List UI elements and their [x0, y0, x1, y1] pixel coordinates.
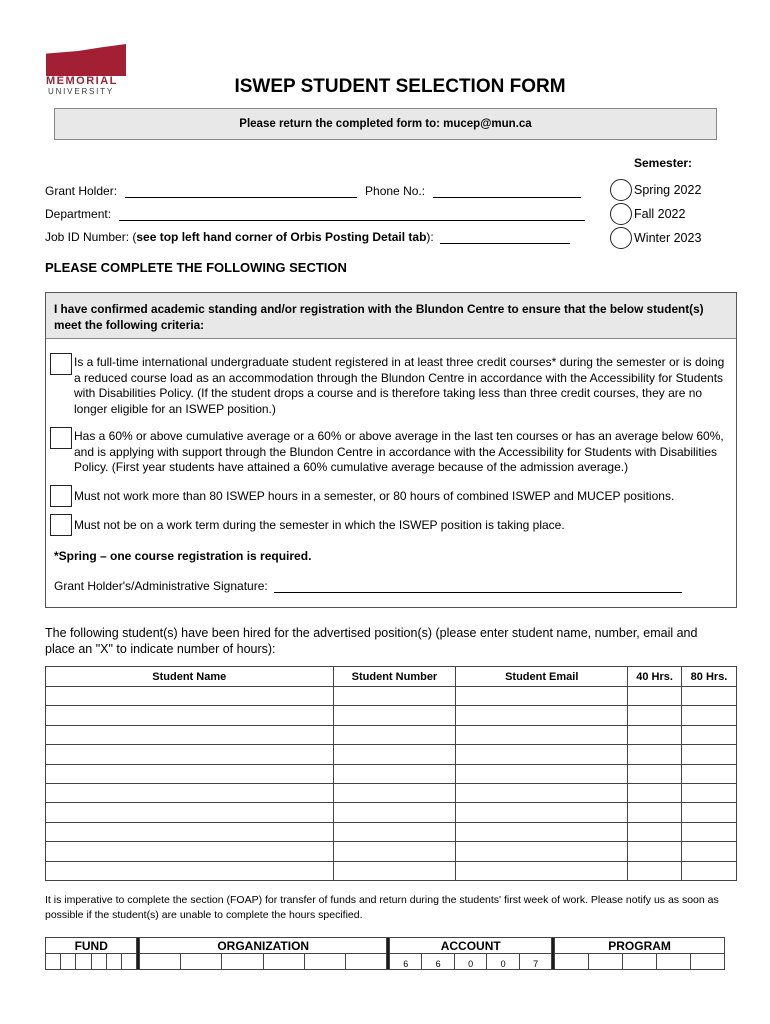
student-email-cell[interactable]	[456, 861, 628, 880]
radio-circle-icon[interactable]	[610, 227, 632, 249]
semester-option-spring[interactable]	[610, 179, 701, 201]
department-field[interactable]	[119, 207, 585, 221]
grant-holder-field[interactable]	[125, 184, 357, 198]
account-digit-cell: 0	[487, 954, 519, 970]
hours-80-cell[interactable]	[682, 842, 737, 861]
job-id-suffix: ):	[426, 230, 434, 244]
student-name-cell[interactable]	[46, 706, 334, 725]
job-id-hint: see top left hand corner of Orbis Posting Detail tab	[136, 230, 427, 244]
return-notice: Please return the completed form to: mucep@mun.ca	[54, 108, 717, 140]
program-digit-cell[interactable]	[690, 954, 724, 970]
checkbox[interactable]	[50, 485, 72, 507]
table-row	[46, 842, 737, 861]
hours-80-cell[interactable]	[682, 822, 737, 841]
org-digit-cell[interactable]	[140, 954, 181, 970]
semester-option-label: Fall 2022	[634, 207, 686, 221]
student-email-cell[interactable]	[456, 745, 628, 764]
student-name-cell[interactable]	[46, 745, 334, 764]
hours-80-cell[interactable]	[682, 687, 737, 706]
table-row	[46, 706, 737, 725]
table-row	[46, 822, 737, 841]
student-name-cell[interactable]	[46, 822, 334, 841]
criterion-text: Is a full-time international undergraduate student registered in at least three credit courses* during the semester or is doing a reduced course load as an accommodation through the Blundon Centre in accordance with the Accessibility for Students with Disabilities Policy. (If the student drops a course and is therefore taking less than three credit courses, they are no longer eligible for an ISWEP position.)	[74, 355, 725, 416]
fund-digit-cell[interactable]	[122, 954, 137, 970]
hours-80-cell[interactable]	[682, 745, 737, 764]
hired-instructions: The following student(s) have been hired for the advertised position(s) (please enter student name, number, email and place an "X" to indicate number of hours):	[45, 626, 698, 656]
column-header-name: Student Name	[46, 667, 334, 687]
table-row	[46, 783, 737, 802]
criteria-heading: I have confirmed academic standing and/or registration with the Blundon Centre to ensure that the below student(s) meet the following criteria:	[46, 293, 736, 339]
column-header-40hrs: 40 Hrs.	[628, 667, 682, 687]
fund-digit-cell[interactable]	[106, 954, 121, 970]
account-digit-cell: 7	[519, 954, 552, 970]
students-table	[45, 666, 737, 881]
section-heading: PLEASE COMPLETE THE FOLLOWING SECTION	[45, 260, 347, 275]
student-name-cell[interactable]	[46, 783, 334, 802]
foap-account-header: ACCOUNT	[389, 938, 552, 954]
student-name-cell[interactable]	[46, 803, 334, 822]
student-name-cell[interactable]	[46, 725, 334, 744]
table-row	[46, 725, 737, 744]
table-row	[46, 861, 737, 880]
checkbox[interactable]	[50, 353, 72, 375]
grant-holder-label: Grant Holder:	[45, 184, 118, 198]
student-email-cell[interactable]	[456, 725, 628, 744]
student-email-cell[interactable]	[456, 803, 628, 822]
hours-40-cell[interactable]	[628, 842, 682, 861]
checkbox[interactable]	[50, 514, 72, 536]
logo-word-memorial: MEMORIAL	[46, 75, 118, 87]
hours-40-cell[interactable]	[628, 764, 682, 783]
checkbox[interactable]	[50, 427, 72, 449]
org-digit-cell[interactable]	[222, 954, 263, 970]
hours-40-cell[interactable]	[628, 783, 682, 802]
semester-option-fall[interactable]	[610, 203, 685, 225]
student-name-cell[interactable]	[46, 842, 334, 861]
fund-digit-cell[interactable]	[91, 954, 106, 970]
hours-80-cell[interactable]	[682, 783, 737, 802]
table-row	[46, 745, 737, 764]
student-number-cell[interactable]	[333, 783, 456, 802]
criterion-text: Must not be on a work term during the semester in which the ISWEP position is taking place.	[74, 518, 565, 532]
department-row	[45, 207, 585, 221]
student-email-cell[interactable]	[456, 764, 628, 783]
column-header-80hrs: 80 Hrs.	[682, 667, 737, 687]
foap-fund-header: FUND	[46, 938, 137, 954]
fund-digit-cell[interactable]	[76, 954, 91, 970]
student-email-cell[interactable]	[456, 687, 628, 706]
criterion-text: Must not work more than 80 ISWEP hours in a semester, or 80 hours of combined ISWEP and MUCEP positions.	[74, 489, 675, 503]
column-header-number: Student Number	[333, 667, 456, 687]
student-email-cell[interactable]	[456, 783, 628, 802]
criteria-box	[45, 292, 737, 608]
logo-shape-icon	[46, 44, 126, 76]
student-number-cell[interactable]	[333, 745, 456, 764]
signature-field[interactable]	[274, 579, 682, 593]
student-name-cell[interactable]	[46, 764, 334, 783]
foap-input-row	[46, 954, 725, 970]
signature-row	[54, 579, 682, 593]
student-email-cell[interactable]	[456, 842, 628, 861]
foap-instructions: It is imperative to complete the section (FOAP) for transfer of funds and return during the students' first week of work. Please notify us as soon as possible if the student(s) are unable to complete the hours specified.	[45, 894, 719, 921]
hours-40-cell[interactable]	[628, 822, 682, 841]
phone-field[interactable]	[433, 184, 581, 198]
semester-option-label: Winter 2023	[634, 231, 702, 245]
account-digit-cell: 6	[389, 954, 421, 970]
org-digit-cell[interactable]	[181, 954, 222, 970]
student-number-cell[interactable]	[333, 822, 456, 841]
semester-option-winter[interactable]	[610, 227, 701, 249]
student-email-cell[interactable]	[456, 822, 628, 841]
radio-circle-icon[interactable]	[610, 179, 632, 201]
student-number-cell[interactable]	[333, 764, 456, 783]
program-digit-cell[interactable]	[623, 954, 657, 970]
foap-table	[45, 937, 725, 970]
job-id-field[interactable]	[440, 230, 570, 244]
phone-label: Phone No.:	[365, 184, 426, 198]
criterion-text: Has a 60% or above cumulative average or a 60% or above average in the last ten courses or has an average below 60%, and is applying with support through the Blundon Centre in accordance with the Accessibility for Students with Disabilities Policy. (First year students have attained a 60% cumulative average because of the admission average.)	[74, 429, 724, 474]
hours-80-cell[interactable]	[682, 861, 737, 880]
org-digit-cell[interactable]	[345, 954, 386, 970]
department-label: Department:	[45, 207, 112, 221]
program-digit-cell[interactable]	[656, 954, 690, 970]
form-title: ISWEP STUDENT SELECTION FORM	[234, 76, 566, 97]
student-number-cell[interactable]	[333, 706, 456, 725]
account-digit-cell: 0	[454, 954, 486, 970]
students-table-body	[46, 687, 737, 881]
signature-label: Grant Holder's/Administrative Signature:	[54, 579, 268, 593]
student-email-cell[interactable]	[456, 706, 628, 725]
student-name-cell[interactable]	[46, 861, 334, 880]
hours-40-cell[interactable]	[628, 725, 682, 744]
student-number-cell[interactable]	[333, 861, 456, 880]
foap-header-row	[46, 938, 725, 954]
grant-holder-row	[45, 184, 581, 198]
spring-note: *Spring – one course registration is required.	[54, 549, 312, 563]
table-row	[46, 803, 737, 822]
column-header-email: Student Email	[456, 667, 628, 687]
hours-40-cell[interactable]	[628, 687, 682, 706]
foap-organization-header: ORGANIZATION	[140, 938, 387, 954]
hours-80-cell[interactable]	[682, 803, 737, 822]
table-header-row	[46, 667, 737, 687]
fund-digit-cell[interactable]	[46, 954, 61, 970]
org-digit-cell[interactable]	[304, 954, 345, 970]
student-name-cell[interactable]	[46, 687, 334, 706]
table-row	[46, 687, 737, 706]
job-id-prefix: Job ID Number: (	[45, 230, 137, 244]
program-digit-cell[interactable]	[589, 954, 623, 970]
fund-digit-cell[interactable]	[61, 954, 76, 970]
radio-circle-icon[interactable]	[610, 203, 632, 225]
student-number-cell[interactable]	[333, 842, 456, 861]
hours-80-cell[interactable]	[682, 764, 737, 783]
logo-word-university: UNIVERSITY	[48, 87, 115, 96]
semester-option-label: Spring 2022	[634, 183, 702, 197]
account-digit-cell: 6	[422, 954, 454, 970]
student-number-cell[interactable]	[333, 803, 456, 822]
hours-40-cell[interactable]	[628, 861, 682, 880]
hours-80-cell[interactable]	[682, 725, 737, 744]
hours-40-cell[interactable]	[628, 803, 682, 822]
student-number-cell[interactable]	[333, 725, 456, 744]
semester-label: Semester:	[634, 156, 693, 170]
student-number-cell[interactable]	[333, 687, 456, 706]
org-digit-cell[interactable]	[263, 954, 304, 970]
job-id-row	[45, 230, 570, 244]
hours-40-cell[interactable]	[628, 745, 682, 764]
table-row	[46, 764, 737, 783]
hours-40-cell[interactable]	[628, 706, 682, 725]
hours-80-cell[interactable]	[682, 706, 737, 725]
foap-program-header: PROGRAM	[555, 938, 725, 954]
program-digit-cell[interactable]	[555, 954, 589, 970]
